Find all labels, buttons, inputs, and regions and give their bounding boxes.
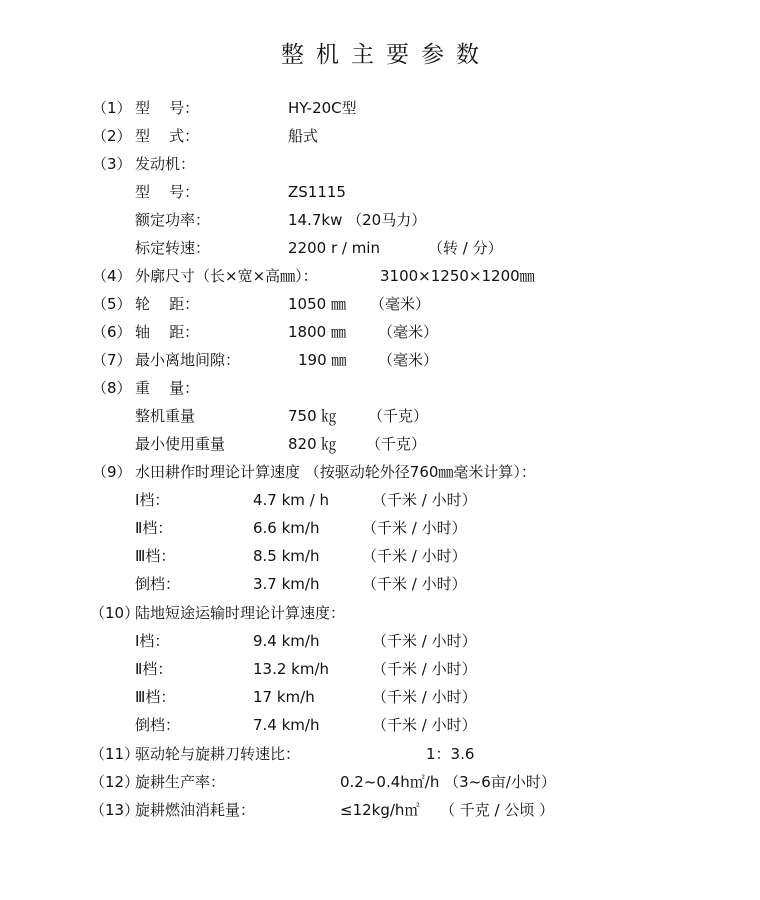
item-number: （6） [92,323,132,341]
wheelbase-unit: （毫米） [378,323,439,341]
gear-speed-value: 6.6 km/h [253,519,320,537]
machine-weight-value: 750 ㎏ [288,407,337,425]
item-number: （8） [92,379,132,397]
track-label: 轮 距： [135,295,200,313]
type-value: 船式 [288,127,319,145]
item-number: （7） [92,351,132,369]
gear-speed-value: 3.7 km/h [253,575,320,593]
gear-speed-value: 7.4 km/h [253,716,320,734]
wheelbase-value: 1800 ㎜ [288,323,346,341]
productivity-label: 旋耕生产率： [135,773,226,791]
gear-speed-unit: （千米 / 小时） [372,632,477,650]
min-weight-value: 820 ㎏ [288,435,337,453]
item-number: （1） [92,99,132,117]
rated-power-label: 额定功率： [135,211,211,229]
gear-speed-value: 8.5 km/h [253,547,320,565]
paddy-speed-label: 水田耕作时理论计算速度 （按驱动轮外径760㎜毫米计算）： [135,463,536,481]
clearance-value: 190 ㎜ [298,351,347,369]
track-unit: （毫米） [370,295,431,313]
item-number: （2） [92,127,132,145]
machine-weight-unit: （千克） [368,407,429,425]
rated-speed-unit: （转 / 分） [428,239,503,257]
weight-label: 重 量： [135,379,200,397]
gear-label: Ⅲ档： [135,688,176,706]
gear-speed-unit: （千米 / 小时） [372,660,477,678]
item-number: （5） [92,295,132,313]
fuel-label: 旋耕燃油消耗量： [135,801,256,819]
fuel-unit: （ 千克 / 公顷 ） [440,801,555,819]
ratio-value: 1：3.6 [426,745,475,763]
model-label: 型 号： [135,99,200,117]
item-number: （12） [90,773,140,791]
dimensions-label: 外廓尺寸（长×宽×高㎜）： [135,267,318,285]
engine-label: 发动机： [135,155,196,173]
dimensions-value: 3100×1250×1200㎜ [380,267,535,285]
gear-speed-unit: （千米 / 小时） [372,491,477,509]
gear-speed-unit: （千米 / 小时） [362,575,467,593]
clearance-unit: （毫米） [378,351,439,369]
gear-label: Ⅱ档： [135,660,173,678]
rated-speed-label: 标定转速： [135,239,211,257]
gear-label: Ⅱ档： [135,519,173,537]
item-number: （10） [90,604,140,622]
item-number: （13） [90,801,140,819]
gear-speed-unit: （千米 / 小时） [372,688,477,706]
gear-speed-value: 13.2 km/h [253,660,330,678]
gear-label: 倒档： [135,716,181,734]
gear-label: Ⅲ档： [135,547,176,565]
gear-label: Ⅰ档： [135,491,170,509]
gear-speed-unit: （千米 / 小时） [362,519,467,537]
gear-label: Ⅰ档： [135,632,170,650]
ratio-label: 驱动轮与旋耕刀转速比： [135,745,301,763]
clearance-label: 最小离地间隙： [135,351,241,369]
machine-weight-label: 整机重量 [135,407,196,425]
gear-speed-value: 17 km/h [253,688,315,706]
gear-speed-value: 4.7 km / h [253,491,330,509]
item-number: （11） [90,745,140,763]
item-number: （9） [92,463,132,481]
rated-power-value: 14.7kw （20马力） [288,211,427,229]
gear-speed-unit: （千米 / 小时） [362,547,467,565]
engine-model-label: 型 号： [135,183,200,201]
road-speed-label: 陆地短途运输时理论计算速度： [135,604,346,622]
gear-speed-value: 9.4 km/h [253,632,320,650]
page-title: 整机主要参数 [281,42,491,68]
gear-label: 倒档： [135,575,181,593]
productivity-value: 0.2~0.4h㎡/h （3~6亩/小时） [340,773,556,791]
wheelbase-label: 轴 距： [135,323,200,341]
gear-speed-unit: （千米 / 小时） [372,716,477,734]
model-value: HY-20C型 [288,99,357,117]
min-weight-unit: （千克） [366,435,427,453]
engine-model-value: ZS1115 [288,183,346,201]
fuel-value: ≤12kg/h㎡ [340,801,420,819]
item-number: （3） [92,155,132,173]
rated-speed-value: 2200 r / min [288,239,380,257]
track-value: 1050 ㎜ [288,295,346,313]
min-weight-label: 最小使用重量 [135,435,226,453]
item-number: （4） [92,267,132,285]
type-label: 型 式： [135,127,200,145]
